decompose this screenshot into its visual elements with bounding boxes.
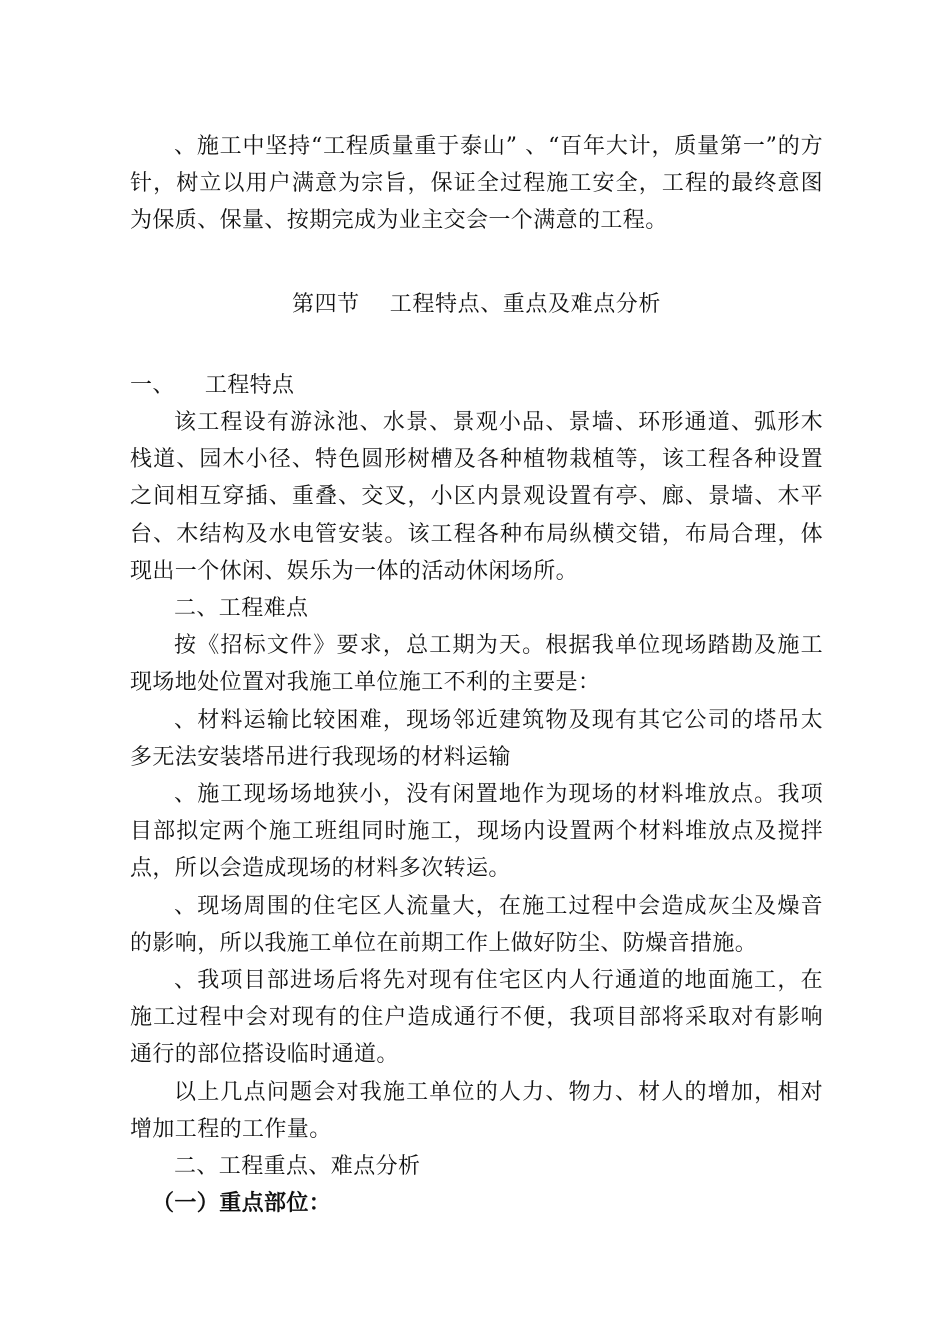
section-title: 工程特点、重点及难点分析 xyxy=(389,291,661,317)
part1-heading xyxy=(130,367,823,404)
section-number: 第四节 xyxy=(291,291,360,317)
part2-item-1: 、材料运输比较困难，现场邻近建筑物及现有其它公司的塔吊太多无法安装塔吊进行我现场的材料运输 xyxy=(130,707,823,770)
part2-conclusion: 以上几点问题会对我施工单位的人力、物力、材人的增加，相对增加工程的工作量。 xyxy=(130,1079,823,1142)
part2-heading: 二、工程难点 xyxy=(174,596,309,622)
section-heading xyxy=(130,286,823,323)
part1-body: 该工程设有游泳池、水景、景观小品、景墙、环形通道、弧形木栈道、园木小径、特色圆形树槽及各种植物栽植等，该工程各种设置之间相互穿插、重叠、交叉，小区内景观设置有亭、廊、景墙、木平台、木结构及水电管安装。该工程各种布局纵横交错，布局合理，体现出一个休闲、娱乐为一体的活动休闲场所。 xyxy=(130,410,823,584)
intro-paragraph: 、施工中坚持“工程质量重于泰山” 、“百年大计，质量第一”的方针，树立以用户满意为宗旨，保证全过程施工安全，工程的最终意图为保质、保量、按期完成为业主交会一个满意的工程。 xyxy=(130,134,823,234)
part2-item-2: 、施工现场场地狭小，没有闲置地作为现场的材料堆放点。我项目部拟定两个施工班组同时施工，现场内设置两个材料堆放点及搅拌点，所以会造成现场的材料多次转运。 xyxy=(130,782,823,882)
part3-subheading: （一）重点部位： xyxy=(152,1190,332,1217)
document-page xyxy=(130,128,823,1222)
part3-heading: 二、工程重点、难点分析 xyxy=(174,1154,421,1180)
part2-item-4: 、我项目部进场后将先对现有住宅区内人行通道的地面施工，在施工过程中会对现有的住户造成通行不便，我项目部将采取对有影响通行的部位搭设临时通道。 xyxy=(130,968,823,1068)
part2-intro: 按《招标文件》要求，总工期为天。根据我单位现场踏勘及施工现场地处位置对我施工单位施工不利的主要是： xyxy=(130,633,823,696)
part2-item-3: 、现场周围的住宅区人流量大，在施工过程中会造成灰尘及燥音的影响，所以我施工单位在前期工作上做好防尘、防燥音措施。 xyxy=(130,893,823,956)
part1-title: 工程特点 xyxy=(204,372,295,398)
part1-number: 一、 xyxy=(130,372,175,398)
